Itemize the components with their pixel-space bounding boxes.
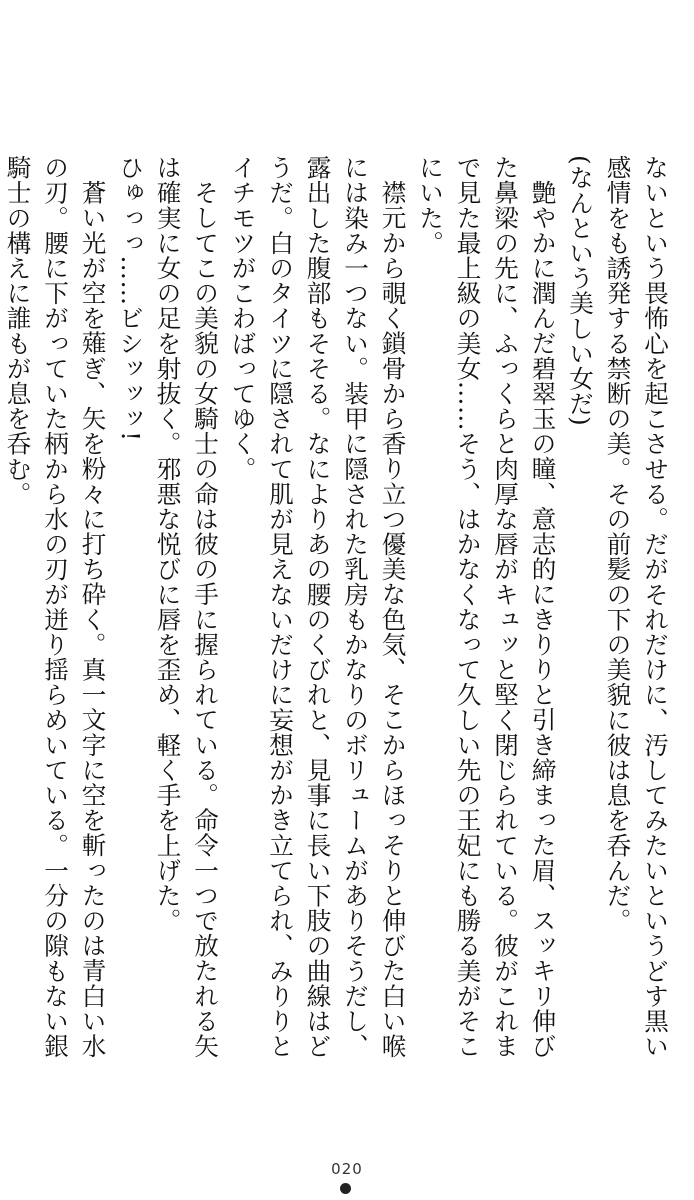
page-marker-dot — [340, 1183, 351, 1194]
paragraph-3: 艶やかに潤んだ碧翠玉の瞳、意志的にきりりと引き締まった眉、スッキリ伸びた鼻梁の先に、ふっくらと肉厚な唇がキュッと堅く閉じられている。彼がこれまで見た最上級の美女……そう、はかなくなって久しい先の王妃にも勝る美がそこにいた。 — [416, 155, 558, 1059]
paragraph-4: 襟元から覗く鎖骨から香り立つ優美な色気、そこからほっそりと伸びた白い喉には染み一つない。装甲に隠された乳房もかなりのボリュームがありそうだし、露出した腹部もそそる。なによりあの腰のくびれと、見事に長い下肢の曲線はどうだ。白のタイツに隠されて肌が見えないだけに妄想がかき立てられ、みりりとイチモツがこわばってゆく。 — [228, 155, 408, 1059]
vertical-text-body — [3, 155, 674, 1070]
paragraph-5: そしてこの美貌の女騎士の命は彼の手に握られている。命令一つで放たれる矢は確実に女の足を射抜く。邪悪な悦びに唇を歪め、軽く手を上げた。 — [153, 155, 220, 1059]
paragraph-6: ひゅっっ……ビシッッッ! — [116, 155, 145, 442]
paragraph-7: 蒼い光が空を薙ぎ、矢を粉々に打ち砕く。真一文字に空を斬ったのは青白い水の刃。腰に下がっていた柄から水の刃が迸り揺らめいている。一分の隙もない銀騎士の構えに誰もが息を呑む。 — [3, 155, 108, 1059]
paragraph-1: ないという畏怖心を起こさせる。だがそれだけに、汚してみたいというどす黒い感情をも誘発する禁断の美。その前髪の下の美貌に彼は息を呑んだ。 — [603, 155, 670, 1059]
page-number: 020 — [331, 1160, 363, 1178]
paragraph-2: (なんという美しい女だ) — [566, 155, 595, 427]
